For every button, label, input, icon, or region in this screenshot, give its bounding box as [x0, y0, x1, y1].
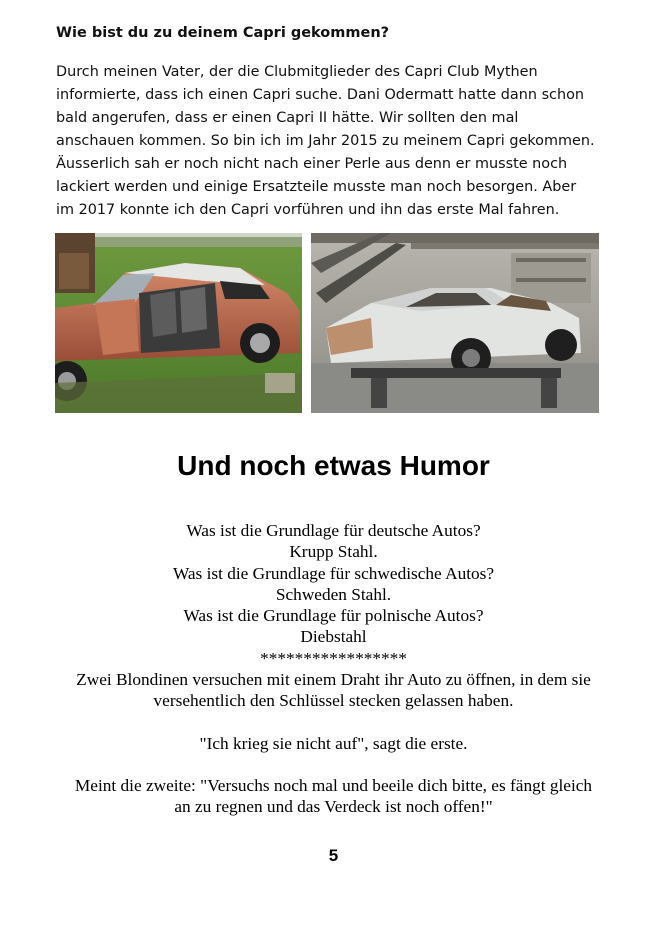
answer-line: bald angerufen, dass er einen Capri II hätte. Wir sollten den mal	[56, 110, 519, 126]
question-heading: Wie bist du zu deinem Capri gekommen?	[56, 25, 390, 41]
answer-line: Äusserlich sah er noch nicht nach einer Perle aus denn er musste noch	[56, 156, 568, 172]
story-line: Zwei Blondinen versuchen mit einem Draht ihr Auto zu öffnen, in dem sie	[76, 670, 591, 690]
separator-stars: *****************	[260, 648, 407, 668]
answer-line: lackiert werden und einige Ersatzteile musste man noch besorgen. Aber	[56, 179, 577, 195]
riddle-line: Schweden Stahl.	[275, 584, 392, 604]
answer-line: informierte, dass ich einen Capri suche. Dani Odermatt hatte dann schon	[56, 87, 585, 103]
riddle-line: Was ist die Grundlage für polnische Autos?	[183, 606, 484, 626]
quote-line: "Ich krieg sie nicht auf", sagt die erste.	[199, 733, 468, 753]
answer-line: anschauen kommen. So bin ich im Jahr 2015 zu meinem Capri gekommen.	[56, 133, 595, 149]
page-number: 5	[328, 846, 339, 865]
answer-line: Durch meinen Vater, der die Clubmitglieder des Capri Club Mythen	[56, 64, 538, 80]
humor-title: Und noch etwas Humor	[177, 450, 490, 481]
photo-capri-garden	[55, 233, 302, 413]
riddle-line: Diebstahl	[300, 627, 367, 647]
riddle-line: Was ist die Grundlage für deutsche Autos?	[186, 521, 481, 540]
photo-capri-workshop	[311, 233, 599, 413]
punchline-line: Meint die zweite: "Versuchs noch mal und beeile dich bitte, es fängt gleich	[74, 775, 593, 795]
story-line: versehentlich den Schlüssel stecken gelassen haben.	[153, 691, 514, 711]
punchline-line: an zu regnen und das Verdeck ist noch offen!"	[174, 797, 493, 817]
answer-line: im 2017 konnte ich den Capri vorführen und ihn das erste Mal fahren.	[56, 202, 560, 218]
spacer	[0, 754, 667, 775]
spacer	[0, 712, 667, 733]
riddle-line: Krupp Stahl.	[289, 542, 378, 562]
joke-text	[0, 520, 667, 818]
answer-paragraph	[56, 61, 636, 222]
riddle-line: Was ist die Grundlage für schwedische Autos?	[172, 563, 495, 583]
